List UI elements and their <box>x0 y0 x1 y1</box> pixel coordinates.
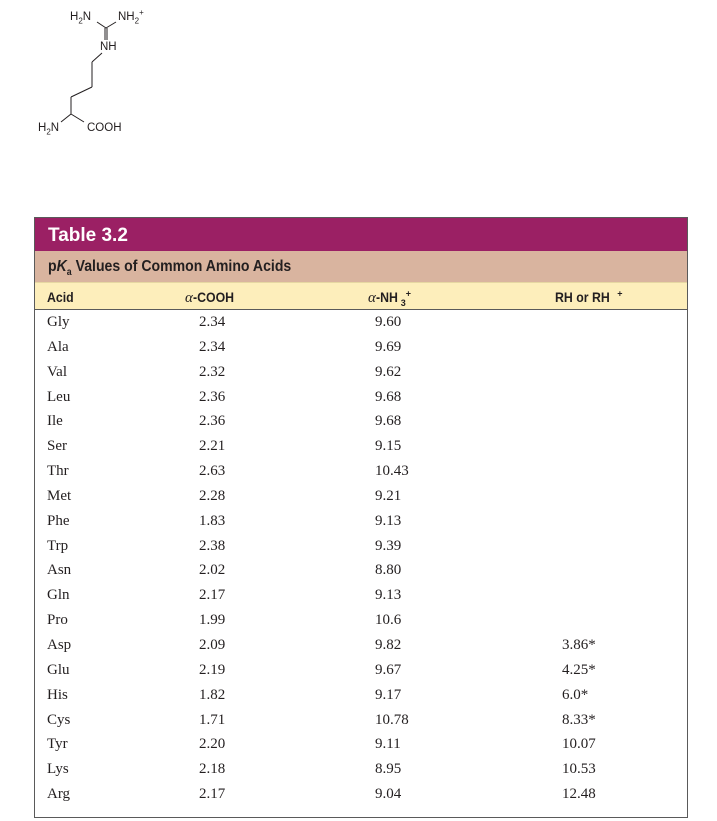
alpha-amine-label: $H_2N$ <box>38 122 60 137</box>
alpha-cooh-cell: 2.36 <box>199 413 226 430</box>
alpha-nh3-cell: 9.11 <box>375 736 401 753</box>
nh-label: NH <box>100 41 117 53</box>
pka-table <box>34 217 688 818</box>
alpha-cooh-cell: 2.32 <box>199 363 226 380</box>
header-rh: RH or RH + <box>555 288 623 305</box>
acid-cell: Tyr <box>47 736 68 753</box>
alpha-cooh-cell: 2.17 <box>199 587 226 604</box>
acid-cell: Pro <box>47 612 68 629</box>
alpha-cooh-cell: 2.17 <box>199 786 226 803</box>
alpha-cooh-cell: 2.02 <box>199 562 226 579</box>
table-row <box>35 436 687 461</box>
acid-cell: Gln <box>47 587 70 604</box>
table-header-row <box>35 282 687 310</box>
alpha-nh3-cell: 9.15 <box>375 438 402 455</box>
alpha-cooh-cell: 1.71 <box>199 711 226 728</box>
alpha-cooh-cell: 2.09 <box>199 636 226 653</box>
alpha-nh3-cell: 9.60 <box>375 314 402 330</box>
bond-ca-nh2 <box>61 114 71 122</box>
table-row <box>35 461 687 486</box>
alpha-nh3-cell: 9.39 <box>375 537 402 554</box>
bond-chain-1 <box>92 53 102 62</box>
rh-cell: 8.33* <box>562 711 596 728</box>
table-row <box>35 337 687 362</box>
bond-chain-3 <box>71 87 92 97</box>
acid-cell: Met <box>47 487 72 504</box>
alpha-nh3-cell: 10.78 <box>375 711 409 728</box>
table-row <box>35 536 687 561</box>
table-row <box>35 759 687 784</box>
table-title: $pK_a$ Values of Common Amino Acids <box>35 251 687 282</box>
acid-cell: Lys <box>47 761 69 778</box>
rh-cell: 4.25* <box>562 661 596 678</box>
alpha-nh3-cell: 9.13 <box>375 587 402 604</box>
table-row <box>35 610 687 635</box>
acid-cell: Thr <box>47 463 69 480</box>
alpha-nh3-cell: 9.17 <box>375 686 402 703</box>
bond-c-nh2-right <box>106 22 116 28</box>
acid-cell: Gly <box>47 314 70 330</box>
alpha-nh3-cell: 9.82 <box>375 636 402 653</box>
acid-cell: Cys <box>47 711 71 728</box>
acid-cell: Trp <box>47 537 69 554</box>
acid-cell: Val <box>47 363 67 380</box>
alpha-cooh-cell: 2.19 <box>199 661 226 678</box>
alpha-cooh-cell: 2.34 <box>199 338 226 355</box>
alpha-cooh-cell: 2.63 <box>199 463 226 480</box>
table-row <box>35 560 687 585</box>
alpha-cooh-cell: 2.21 <box>199 438 226 455</box>
alpha-cooh-cell: 2.20 <box>199 736 226 753</box>
nh2-left-label: $H_2N$ <box>70 11 92 26</box>
table-row <box>35 635 687 660</box>
acid-cell: Ala <box>47 338 69 355</box>
acid-cell: Asn <box>47 562 72 579</box>
table-label: Table 3.2 <box>35 218 687 251</box>
alpha-nh3-cell: 9.68 <box>375 388 402 405</box>
header-alpha-nh3: α-NH $_3$+ <box>368 288 412 308</box>
table-row <box>35 411 687 436</box>
table-row <box>35 784 687 809</box>
table-row <box>35 387 687 412</box>
alpha-nh3-cell: 9.21 <box>375 487 402 504</box>
rh-cell: 6.0* <box>562 686 589 703</box>
alpha-nh3-cell: 10.43 <box>375 463 409 480</box>
alpha-nh3-cell: 8.95 <box>375 761 402 778</box>
table-row <box>35 486 687 511</box>
table-row <box>35 312 687 337</box>
acid-cell: Arg <box>47 786 71 803</box>
header-alpha-cooh: α-COOH <box>185 289 234 306</box>
table-body <box>35 310 687 809</box>
bond-c-nh2-left <box>97 22 106 28</box>
alpha-cooh-cell: 2.36 <box>199 388 226 405</box>
rh-cell: 10.07 <box>562 736 596 753</box>
header-acid: Acid <box>47 289 74 305</box>
arginine-structure <box>0 0 200 150</box>
alpha-cooh-cell: 2.34 <box>199 314 226 330</box>
rh-cell: 10.53 <box>562 761 596 778</box>
alpha-nh3-cell: 10.6 <box>375 612 402 629</box>
alpha-nh3-cell: 9.04 <box>375 786 402 803</box>
table-row <box>35 585 687 610</box>
acid-cell: Phe <box>47 512 70 529</box>
alpha-nh3-cell: 9.13 <box>375 512 402 529</box>
bond-ca-cooh <box>71 114 84 122</box>
rh-cell: 3.86* <box>562 636 596 653</box>
alpha-nh3-cell: 8.80 <box>375 562 402 579</box>
alpha-cooh-cell: 2.38 <box>199 537 226 554</box>
alpha-nh3-cell: 9.67 <box>375 661 402 678</box>
acid-cell: Asp <box>47 636 72 653</box>
table-row <box>35 685 687 710</box>
alpha-cooh-cell: 1.83 <box>199 512 226 529</box>
table-row <box>35 362 687 387</box>
table-row <box>35 660 687 685</box>
table-row <box>35 511 687 536</box>
acid-cell: Ile <box>47 413 63 430</box>
nh2-right-label: $NH_2^+$ <box>118 8 144 26</box>
carboxyl-label: COOH <box>87 122 122 134</box>
rh-cell: 12.48 <box>562 786 596 803</box>
alpha-cooh-cell: 2.18 <box>199 761 226 778</box>
acid-cell: Ser <box>47 438 67 455</box>
alpha-nh3-cell: 9.68 <box>375 413 402 430</box>
table-row <box>35 710 687 735</box>
table-row <box>35 734 687 759</box>
alpha-cooh-cell: 1.82 <box>199 686 226 703</box>
acid-cell: Glu <box>47 661 70 678</box>
acid-cell: Leu <box>47 388 71 405</box>
acid-cell: His <box>47 686 68 703</box>
alpha-cooh-cell: 1.99 <box>199 612 226 629</box>
alpha-nh3-cell: 9.69 <box>375 338 402 355</box>
alpha-cooh-cell: 2.28 <box>199 487 226 504</box>
alpha-nh3-cell: 9.62 <box>375 363 402 380</box>
